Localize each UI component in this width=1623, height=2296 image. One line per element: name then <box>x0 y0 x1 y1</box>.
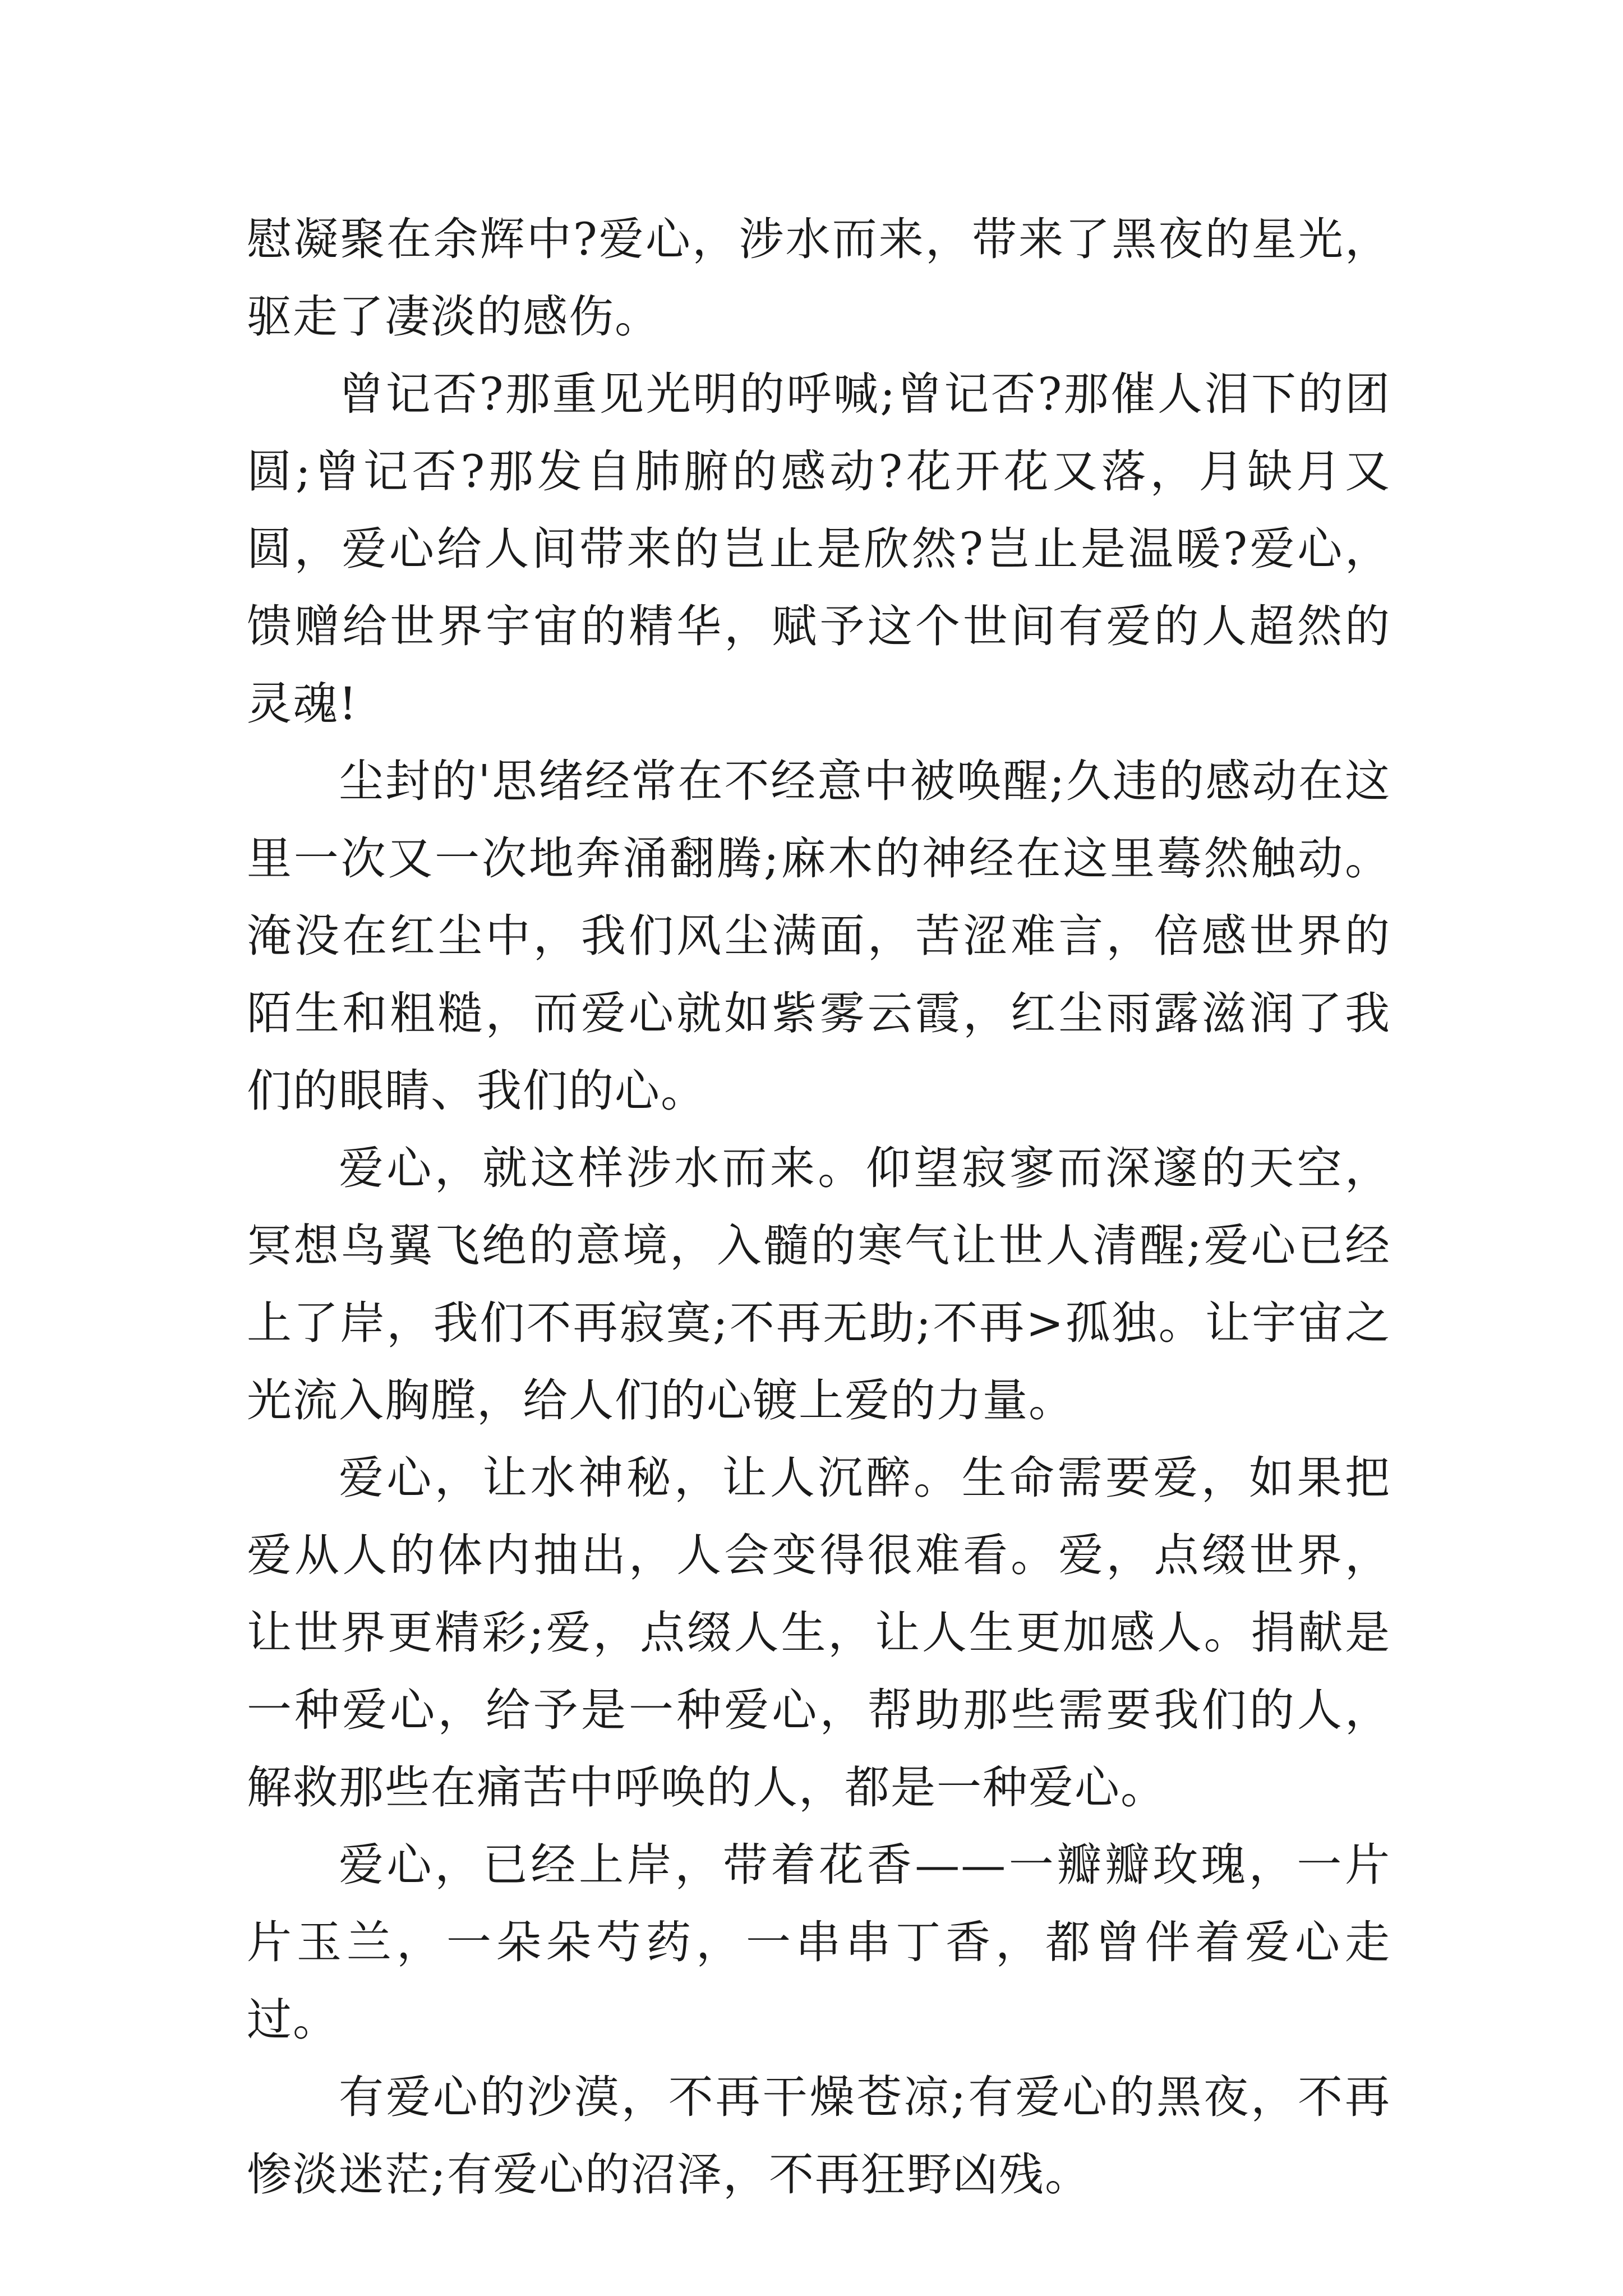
paragraph: 爱心，让水神秘，让人沉醉。生命需要爱，如果把爱从人的体内抽出，人会变得很难看。爱，点缀世界，让世界更精彩;爱，点缀人生，让人生更加感人。捐献是一种爱心，给予是一种爱心，帮助那些需要我们的人，解救那些在痛苦中呼唤的人，都是一种爱心。 <box>247 1452 1391 1814</box>
document-body <box>247 201 1391 2214</box>
paragraph: 爱心，已经上岸，带着花香——一瓣瓣玫瑰，一片片玉兰，一朵朵芍药，一串串丁香，都曾伴着爱心走过。 <box>247 1839 1391 2046</box>
paragraph-continuation: 慰凝聚在余辉中?爱心，涉水而来，带来了黑夜的星光，驱走了凄淡的感伤。 <box>247 213 1391 343</box>
paragraph: 曾记否?那重见光明的呼喊;曾记否?那催人泪下的团圆;曾记否?那发自肺腑的感动?花开花又落，月缺月又圆，爱心给人间带来的岂止是欣然?岂止是温暖?爱心，馈赠给世界宇宙的精华，赋予这个世间有爱的人超然的灵魂! <box>247 368 1391 730</box>
paragraph: 有爱心的沙漠，不再干燥苍凉;有爱心的黑夜，不再惨淡迷茫;有爱心的沼泽，不再狂野凶残。 <box>247 2071 1391 2201</box>
paragraph: 爱心，就这样涉水而来。仰望寂寥而深邃的天空，冥想鸟翼飞绝的意境，入髓的寒气让世人清醒;爱心已经上了岸，我们不再寂寞;不再无助;不再>孤独。让宇宙之光流入胸膛，给人们的心镀上爱的力量。 <box>247 1142 1391 1427</box>
paragraph: 尘封的'思绪经常在不经意中被唤醒;久违的感动在这里一次又一次地奔涌翻腾;麻木的神经在这里蓦然触动。淹没在红尘中，我们风尘满面，苦涩难言，倍感世界的陌生和粗糙，而爱心就如紫雾云霞，红尘雨露滋润了我们的眼睛、我们的心。 <box>247 755 1391 1117</box>
